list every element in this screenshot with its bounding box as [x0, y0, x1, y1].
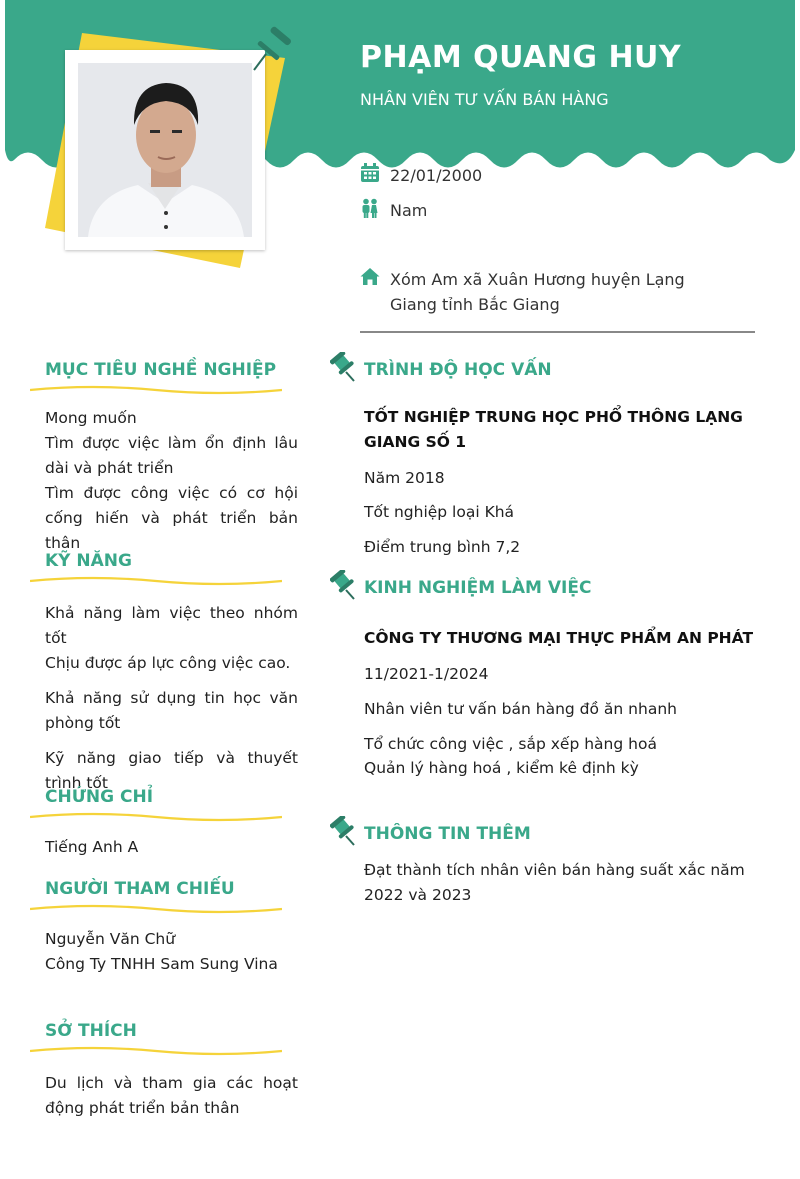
dob-value: 22/01/2000 — [390, 166, 483, 185]
objective-section — [30, 360, 298, 556]
candidate-name: PHẠM QUANG HUY — [360, 40, 682, 75]
hobby-item: Du lịch và tham gia các hoạt động phát triển bản thân — [45, 1074, 298, 1117]
people-icon — [360, 198, 380, 218]
certificates-section — [30, 787, 298, 860]
photo-frame — [65, 50, 265, 250]
section-underline — [30, 575, 282, 587]
avatar — [78, 63, 252, 237]
references-section — [30, 879, 298, 977]
pushpin-icon — [330, 352, 356, 382]
objective-line: Mong muốn — [45, 409, 137, 427]
calendar-icon — [360, 163, 380, 183]
objective-line: Tìm được việc làm ổn định lâu dài và phát triển — [45, 434, 298, 477]
header-divider — [360, 331, 755, 333]
section-title: THÔNG TIN THÊM — [364, 824, 531, 844]
section-title: NGƯỜI THAM CHIẾU — [45, 879, 235, 899]
gender-value: Nam — [390, 201, 428, 220]
section-title: MỤC TIÊU NGHỀ NGHIỆP — [45, 360, 277, 380]
section-underline — [30, 903, 282, 915]
section-underline — [30, 1045, 282, 1057]
pushpin-icon — [248, 26, 292, 74]
section-underline — [30, 384, 282, 396]
address-value: Xóm Am xã Xuân Hương huyện Lạng Giang tỉnh Bắc Giang — [390, 270, 685, 314]
company-name: CÔNG TY THƯƠNG MẠI THỰC PHẨM AN PHÁT — [364, 629, 754, 647]
duty-item: Tổ chức công việc , sắp xếp hàng hoá — [364, 735, 657, 753]
skill-item: Kỹ năng giao tiếp và thuyết trình tốt — [45, 749, 298, 792]
extra-info-text: Đạt thành tích nhân viên bán hàng suất xắc năm 2022 và 2023 — [364, 861, 745, 904]
section-title: CHỨNG CHỈ — [45, 787, 154, 807]
section-title: TRÌNH ĐỘ HỌC VẤN — [364, 360, 552, 380]
graduation-grade: Tốt nghiệp loại Khá — [364, 503, 515, 521]
pushpin-icon — [330, 816, 356, 846]
section-title: KỸ NĂNG — [45, 551, 132, 571]
reference-item: Công Ty TNHH Sam Sung Vina — [45, 955, 278, 973]
hobbies-section — [30, 1021, 298, 1121]
gender-row — [360, 198, 700, 223]
home-icon — [360, 267, 380, 287]
skill-item: Khả năng sử dụng tin học văn phòng tốt — [45, 689, 298, 732]
reference-item: Nguyễn Văn Chữ — [45, 930, 176, 948]
job-title: NHÂN VIÊN TƯ VẤN BÁN HÀNG — [360, 90, 609, 109]
objective-line: Tìm được công việc có cơ hội cống hiến và phát triển bản thân — [45, 484, 298, 552]
dob-row — [360, 163, 700, 188]
skills-section — [30, 551, 298, 796]
section-title: SỞ THÍCH — [45, 1021, 137, 1041]
pushpin-icon — [330, 570, 356, 600]
school-name: TỐT NGHIỆP TRUNG HỌC PHỔ THÔNG LẠNG GIANG SỐ 1 — [364, 408, 743, 451]
graduation-year: Năm 2018 — [364, 469, 445, 487]
skill-item: Chịu được áp lực công việc cao. — [45, 654, 291, 672]
skill-item: Khả năng làm việc theo nhóm tốt — [45, 604, 298, 647]
certificate-item: Tiếng Anh A — [45, 838, 139, 856]
duty-item: Quản lý hàng hoá , kiểm kê định kỳ — [364, 759, 639, 777]
gpa: Điểm trung bình 7,2 — [364, 538, 521, 556]
work-period: 11/2021-1/2024 — [364, 665, 489, 683]
section-underline — [30, 811, 282, 823]
section-title: KINH NGHIỆM LÀM VIỆC — [364, 578, 592, 598]
work-position: Nhân viên tư vấn bán hàng đồ ăn nhanh — [364, 700, 677, 718]
address-row — [360, 267, 700, 317]
